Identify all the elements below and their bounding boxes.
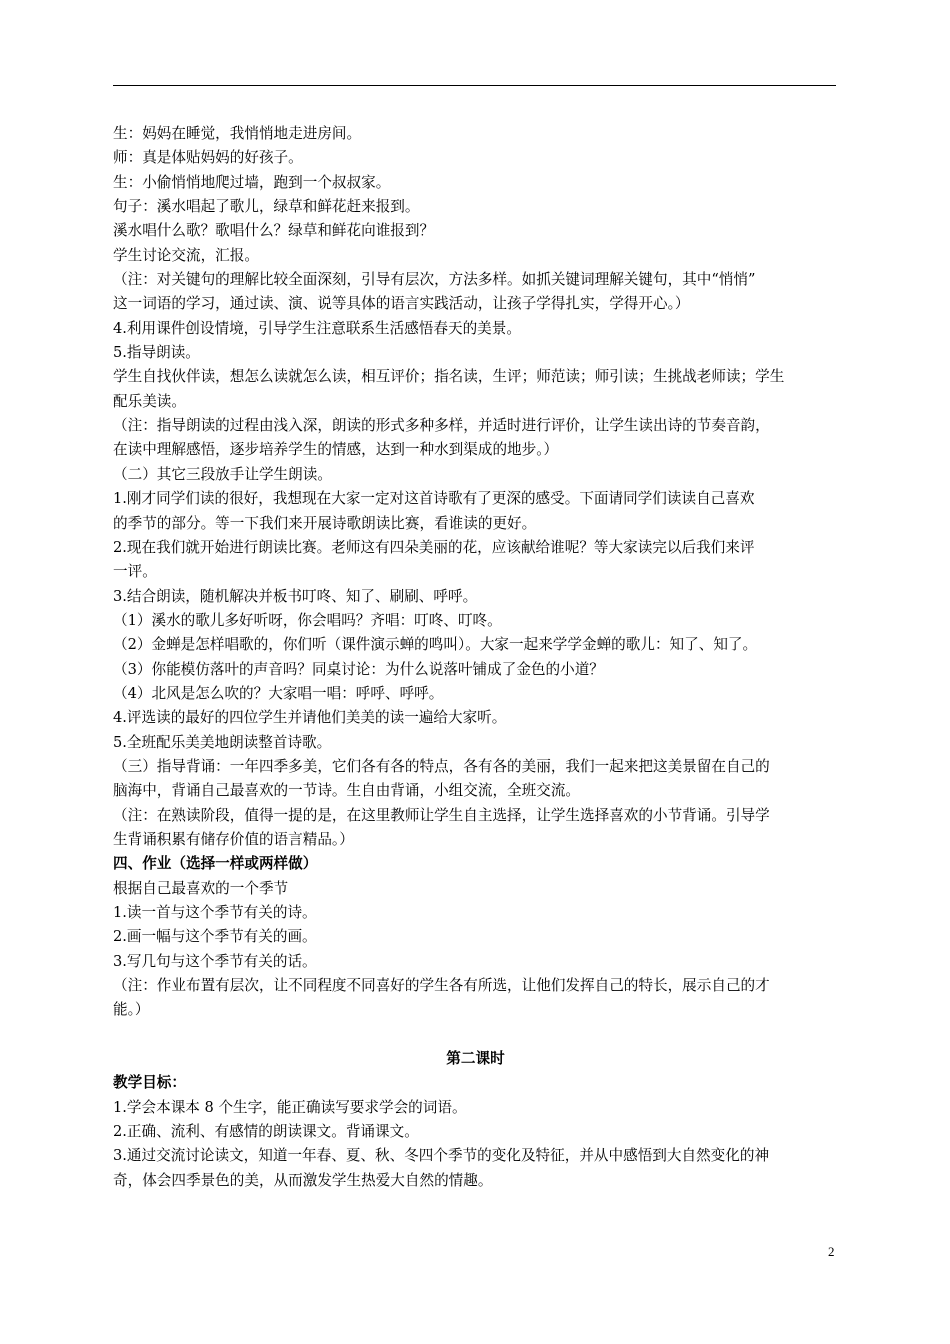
header-rule [113, 85, 836, 86]
note-line: 这一词语的学习，通过读、演、说等具体的语言实践活动，让孩子学得扎实，学得开心。） [113, 295, 690, 313]
text-line: 生：小偷悄悄地爬过墙，跑到一个叔叔家。 [113, 173, 391, 191]
text-line: 的季节的部分。等一下我们来开展诗歌朗读比赛，看谁读的更好。 [113, 514, 537, 532]
text-line: （2）金蝉是怎样唱歌的，你们听（课件演示蝉的鸣叫）。大家一起来学学金蝉的歌儿：知了、知了。 [113, 636, 758, 654]
text-line: （二）其它三段放手让学生朗读。 [113, 465, 332, 483]
text-line: 3.结合朗读，随机解决并板书叮咚、知了、刷刷、呼呼。 [113, 587, 478, 605]
text-line: 生：妈妈在睡觉，我悄悄地走进房间。 [113, 125, 362, 142]
text-line: 1.学会本课本 8 个生字，能正确读写要求学会的词语。 [113, 1098, 467, 1116]
text-line: （1）溪水的歌儿多好听呀，你会唱吗？齐唱：叮咚、叮咚。 [113, 611, 502, 629]
text-line: 3.写几句与这个季节有关的话。 [113, 952, 317, 970]
note-line: （注：对关键句的理解比较全面深刻，引导有层次，方法多样。如抓关键词理解关键句，其中“悄悄” [113, 271, 756, 289]
blank-line [113, 1023, 838, 1047]
text-line: 5.全班配乐美美地朗读整首诗歌。 [113, 733, 332, 751]
text-line: 根据自己最喜欢的一个季节 [113, 879, 289, 897]
text-line: 5.指导朗读。 [113, 344, 200, 362]
text-line: 4.评选读的最好的四位学生并请他们美美的读一遍给大家听。 [113, 709, 507, 727]
text-line: 1.刚才同学们读的很好，我想现在大家一定对这首诗歌有了更深的感受。下面请同学们读读自己喜欢 [113, 490, 755, 508]
text-line: 学生讨论交流，汇报。 [113, 246, 259, 264]
text-line: 学生自找伙伴读，想怎么读就怎么读，相互评价；指名读，生评；师范读；师引读；生挑战老师读；学生 [113, 368, 785, 386]
note-line: （注：作业布置有层次，让不同程度不同喜好的学生各有所选，让他们发挥自己的特长，展示自己的才 [113, 977, 770, 995]
text-line: 师：真是体贴妈妈的好孩子。 [113, 149, 303, 167]
text-line: 脑海中，背诵自己最喜欢的一节诗。生自由背诵，小组交流，全班交流。 [113, 782, 581, 800]
text-line: 奇，体会四季景色的美，从而激发学生热爱大自然的情趣。 [113, 1171, 493, 1189]
text-line: 句子：溪水唱起了歌儿，绿草和鲜花赶来报到。 [113, 198, 420, 216]
note-line: 生背诵积累有储存价值的语言精品。） [113, 830, 354, 848]
section-heading: 四、作业（选择一样或两样做） [113, 855, 318, 873]
lesson-title: 第二课时 [446, 1050, 505, 1068]
note-line: 在读中理解感悟，逐步培养学生的情感，达到一种水到渠成的地步。） [113, 441, 559, 459]
text-line: 3.通过交流讨论读文，知道一年春、夏、秋、冬四个季节的变化及特征，并从中感悟到大自然变化的神 [113, 1147, 770, 1165]
text-line: 1.读一首与这个季节有关的诗。 [113, 904, 317, 921]
text-line: 2.画一幅与这个季节有关的画。 [113, 928, 317, 946]
note-line: 能。） [113, 1001, 150, 1019]
note-line: （注：在熟读阶段，值得一提的是，在这里教师让学生自主选择，让学生选择喜欢的小节背诵。引导学 [113, 806, 770, 824]
text-line: 一评。 [113, 563, 157, 581]
text-line: 2.正确、流利、有感情的朗读课文。背诵课文。 [113, 1123, 419, 1141]
text-line: 溪水唱什么歌？歌唱什么？绿草和鲜花向谁报到？ [113, 222, 435, 240]
text-line: （4）北风是怎么吹的？大家唱一唱：呼呼、呼呼。 [113, 684, 444, 702]
text-line: 2.现在我们就开始进行朗读比赛。老师这有四朵美丽的花，应该献给谁呢？等大家读完以后我们来评 [113, 538, 755, 556]
section-heading: 教学目标： [113, 1074, 186, 1092]
text-line: （三）指导背诵：一年四季多美，它们各有各的特点，各有各的美丽，我们一起来把这美景留在自己的 [113, 757, 770, 775]
text-line: 4.利用课件创设情境，引导学生注意联系生活感悟春天的美景。 [113, 319, 521, 337]
document-body [113, 122, 838, 1193]
text-line: （3）你能模仿落叶的声音吗？同桌讨论：为什么说落叶铺成了金色的小道？ [113, 660, 604, 678]
text-line: 配乐美读。 [113, 392, 186, 410]
note-line: （注：指导朗读的过程由浅入深，朗读的形式多种多样，并适时进行评价，让学生读出诗的节奏音韵， [113, 417, 770, 435]
page-number: 2 [828, 1244, 835, 1259]
